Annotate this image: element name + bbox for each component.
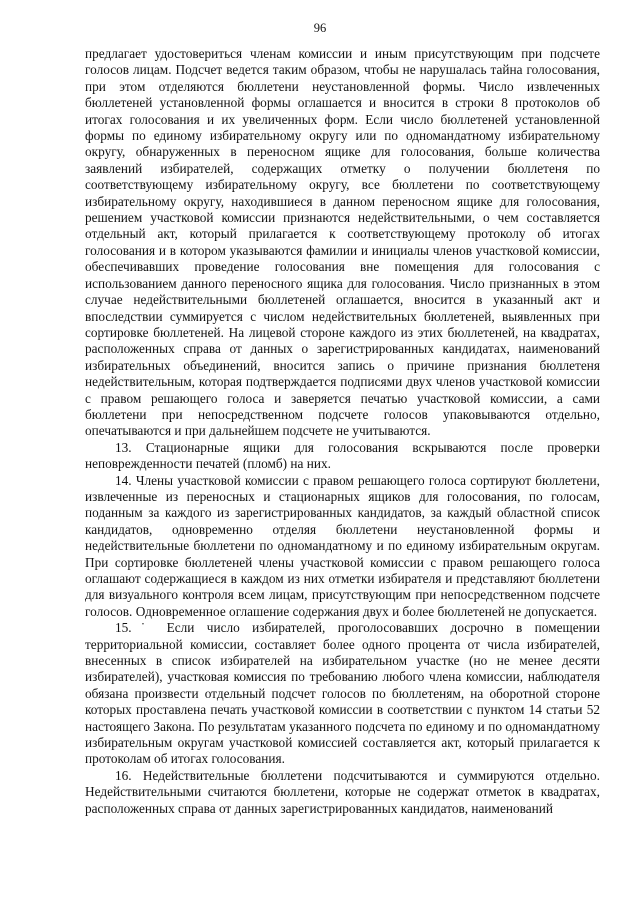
paragraph-14: 14. Члены участковой комиссии с правом решающего голоса сортируют бюллетени, извлеченные из переносных и стационарных ящиков для голосования, по голосам, поданным за каждого из зарегистрированных кандидатов, за каждый областной список кандидатов, одновременно отделяя бюллетени неустановленной формы и недействительные бюллетени по одномандатному и по единому избирательным округам. При сортировке бюллетеней члены участковой комиссии с правом решающего голоса оглашают содержащиеся в каждом из них отметки избирателя и представляют бюллетени для визуального контроля всем лицам, присутствующим при непосредственном подсчете голосов. Одновременное оглашение содержания двух и более бюллетеней не допускается. <box>85 472 600 619</box>
document-body <box>85 46 600 817</box>
paragraph-continuation: предлагает удостовериться членам комиссии и иным присутствующим при подсчете голосов лицам. Подсчет ведется таким образом, чтобы не нарушалась тайна голосования, при этом отделяются бюллетени неустановленной формы. Число извлеченных бюллетеней установленной формы оглашается и вносится в строки 8 протоколов об итогах голосования и их увеличенных форм. Если число бюллетеней установленной формы по единому избирательному округу или по одномандатному избирательному округу, обнаруженных в переносном ящике для голосования, больше количества заявлений избирателей, содержащих отметку о получении бюллетеня по соответствующему избирательному округу, все бюллетени по соответствующему избирательному округу, находившиеся в данном переносном ящике для голосования, решением участковой комиссии признаются недействительными, о чем составляется отдельный акт, который прилагается к соответствующему протоколу об итогах голосования и в котором указываются фамилии и инициалы членов участковой комиссии, обеспечивавших проведение голосования вне помещения для голосования с использованием данного переносного ящика для голосования. Число признанных в этом случае недействительными бюллетеней оглашается, вносится в указанный акт и впоследствии суммируется с числом недействительных бюллетеней, выявленных при сортировке бюллетеней. На лицевой стороне каждого из этих бюллетеней, на квадратах, расположенных справа от данных о зарегистрированных кандидатах, наименований избирательных объединений, вносится запись о причине признания бюллетеня недействительным, которая подтверждается подписями двух членов участковой комиссии с правом решающего голоса и заверяется печатью участковой комиссии, а сами бюллетени при непосредственном подсчете голосов упаковываются отдельно, опечатываются и при дальнейшем подсчете не учитываются. <box>85 46 600 439</box>
paragraph-13: 13. Стационарные ящики для голосования вскрываются после проверки неповрежденности печатей (пломб) на них. <box>85 439 600 472</box>
paragraph-16: 16. Недействительные бюллетени подсчитываются и суммируются отдельно. Недействительными считаются бюллетени, которые не содержат отметок в квадратах, расположенных справа от данных зарегистрированных кандидатов, наименований <box>85 767 600 816</box>
paragraph-15: 15.˙ Если число избирателей, проголосовавших досрочно в помещении территориальной комиссии, составляет более одного процента от числа избирателей, внесенных в список избирателей на избирательном участке (но не менее десяти избирателей), участковая комиссия по требованию любого члена комиссии, наблюдателя обязана произвести отдельный подсчет голосов по бюллетеням, на оборотной стороне которых проставлена печать участковой комиссии в соответствии с пунктом 14 статьи 52 настоящего Закона. По результатам указанного подсчета по единому и по одномандатному избирательным округам участковой комиссией составляется акт, который прилагается к протоколам об итогах голосования. <box>85 620 600 767</box>
page-number: 96 <box>313 21 327 35</box>
